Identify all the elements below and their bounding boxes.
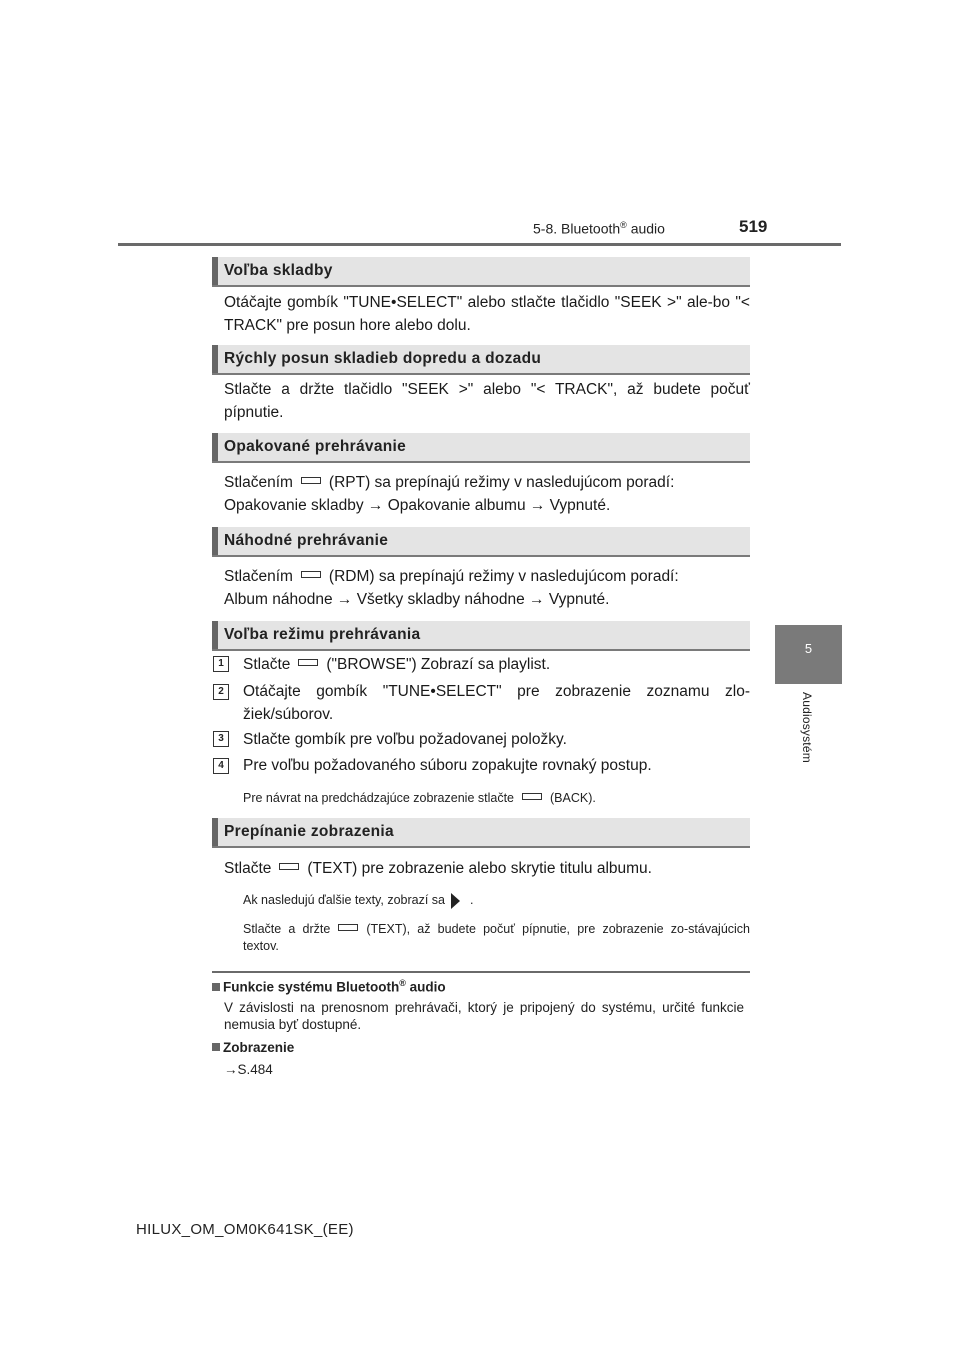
header-rule (118, 243, 841, 246)
note-display-ref[interactable]: →S.484 (224, 1062, 273, 1077)
section-repeat-heading: Opakované prehrávanie (212, 433, 750, 463)
back-note: Pre návrat na predchádzajúce zobrazenie stlačte (BACK). (243, 791, 596, 805)
chapter-number: 5 (804, 641, 813, 656)
step-text: Otáčajte gombík "TUNE•SELECT" pre zobrazenie zoznamu zlo-žiek/súborov. (243, 683, 750, 723)
section-display-heading: Prepínanie zobrazenia (212, 818, 750, 848)
square-bullet-icon (212, 983, 220, 991)
step-text: Stlačte ("BROWSE") Zobrazí sa playlist. (243, 656, 551, 673)
section-fast-text: Stlačte a držte tlačidlo "SEEK >" alebo "< TRACK", až budete počuť pípnutie. (224, 381, 750, 421)
square-bullet-icon (212, 1043, 220, 1051)
section-track-text: Otáčajte gombík "TUNE•SELECT" alebo stlačte tlačidlo "SEEK >" ale-bo "< TRACK" pre posun hore alebo dolu. (224, 294, 750, 334)
note-functions-text: V závislosti na prenosnom prehrávači, ktorý je pripojený do systému, určité funkcie nemusia byť dostupné. (224, 1000, 744, 1032)
more-text-note: Ak nasledujú ďalšie texty, zobrazí sa . (243, 893, 474, 907)
section-mode-heading: Voľba režimu prehrávania (212, 621, 750, 651)
step-text: Stlačte gombík pre voľbu požadovanej položky. (243, 731, 567, 748)
notes-rule (212, 971, 750, 973)
section-track-heading: Voľba skladby (212, 257, 750, 287)
section-repeat-text: Stlačením (RPT) sa prepínajú režimy v nasledujúcom poradí: Opakovanie skladby → Opakovanie albumu → Vypnuté. (224, 474, 675, 514)
rdm-button-icon (301, 571, 321, 578)
chapter-label: Audiosystém (800, 692, 814, 763)
browse-button-icon (298, 659, 318, 666)
step-number: 4 (213, 758, 229, 774)
rpt-button-icon (301, 477, 321, 484)
page-number: 519 (739, 217, 768, 236)
hold-text-note: Stlačte a držte (TEXT), až budete počuť pípnutie, pre zobrazenie zo-stávajúcich textov. (243, 922, 751, 953)
section-fast-heading: Rýchly posun skladieb dopredu a dozadu (212, 345, 750, 375)
step-number: 3 (213, 731, 229, 747)
document-code: HILUX_OM_OM0K641SK_(EE) (136, 1221, 354, 1238)
more-text-arrow-icon (451, 893, 460, 909)
step-text: Pre voľbu požadovaného súboru zopakujte rovnaký postup. (243, 757, 652, 774)
step-number: 2 (213, 684, 229, 700)
note-functions-heading: Funkcie systému Bluetooth® audio (212, 978, 446, 995)
section-heading: 5-8. Bluetooth® audio (533, 220, 665, 237)
text-button-icon (279, 863, 299, 870)
section-random-text: Stlačením (RDM) sa prepínajú režimy v nasledujúcom poradí: Album náhodne → Všetky skladby náhodne → Vypnuté. (224, 568, 679, 608)
text-button-icon (338, 924, 358, 931)
section-random-heading: Náhodné prehrávanie (212, 527, 750, 557)
step-number: 1 (213, 656, 229, 672)
back-button-icon (522, 793, 542, 800)
section-display-text: Stlačte (TEXT) pre zobrazenie alebo skrytie titulu albumu. (224, 860, 652, 877)
note-display-heading: Zobrazenie (212, 1040, 294, 1055)
